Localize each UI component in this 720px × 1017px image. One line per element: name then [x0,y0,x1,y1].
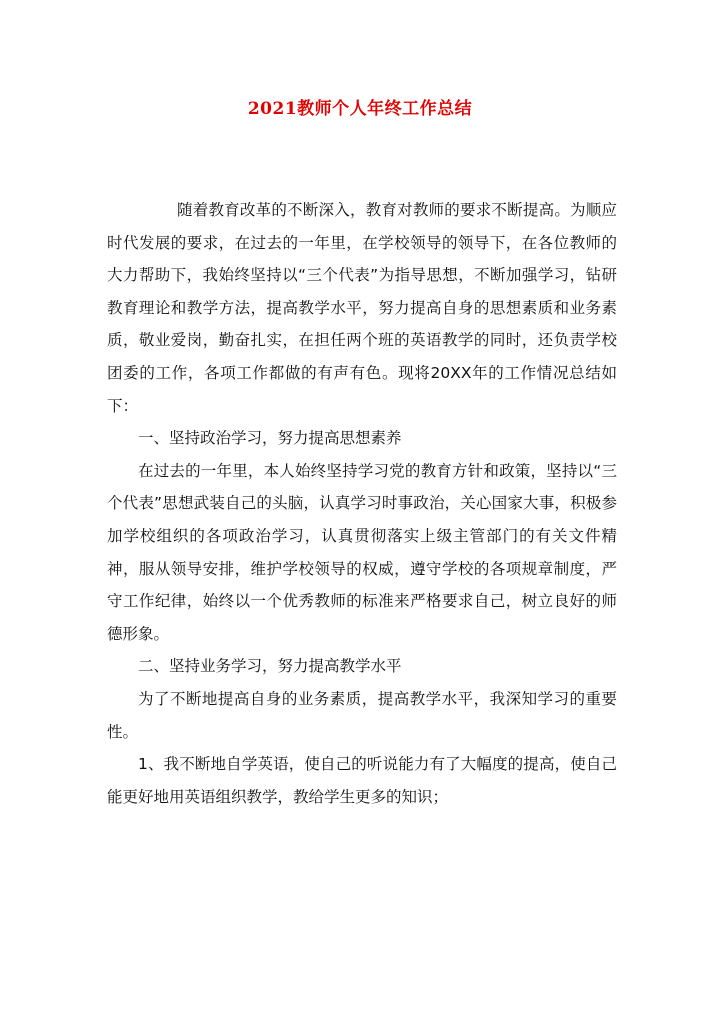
paragraph-intro: 随着教育改革的不断深入，教育对教师的要求不断提高。为顺应时代发展的要求，在过去的一年里，在学校领导的领导下，在各位教师的大力帮助下，我始终坚持以“三个代表”为指导思想，不断加强学习，钻研教育理论和教学方法，提高教学水平，努力提高自身的思想素质和业务素质，敬业爱岗，勤奋扎实，在担任两个班的英语教学的同时，还负责学校团委的工作，各项工作都做的有声有色。现将20XX年的工作情况总结如下： [107,201,617,415]
document-body [107,194,617,813]
section-heading-political-study: 一、坚持政治学习，努力提高思想素养 [138,429,402,448]
document-title: 2021教师个人年终工作总结 [247,99,473,119]
paragraph-political-study: 在过去的一年里，本人始终坚持学习党的教育方针和政策，坚持以“三个代表”思想武装自己的头脑，认真学习时事政治，关心国家大事，积极参加学校组织的各项政治学习，认真贯彻落实上级主管部门的有关文件精神，服从领导安排，维护学校领导的权威，遵守学校的各项规章制度，严守工作纪律，始终以一个优秀教师的标准来严格要求自己，树立良好的师德形象。 [107,461,617,643]
section-heading-professional-study: 二、坚持业务学习，努力提高教学水平 [138,657,402,676]
paragraph-english-self-study: 1、我不断地自学英语，使自己的听说能力有了大幅度的提高，使自己能更好地用英语组织教学，教给学生更多的知识； [107,755,617,806]
paragraph-professional-study: 为了不断地提高自身的业务素质，提高教学水平，我深知学习的重要性。 [107,689,617,741]
